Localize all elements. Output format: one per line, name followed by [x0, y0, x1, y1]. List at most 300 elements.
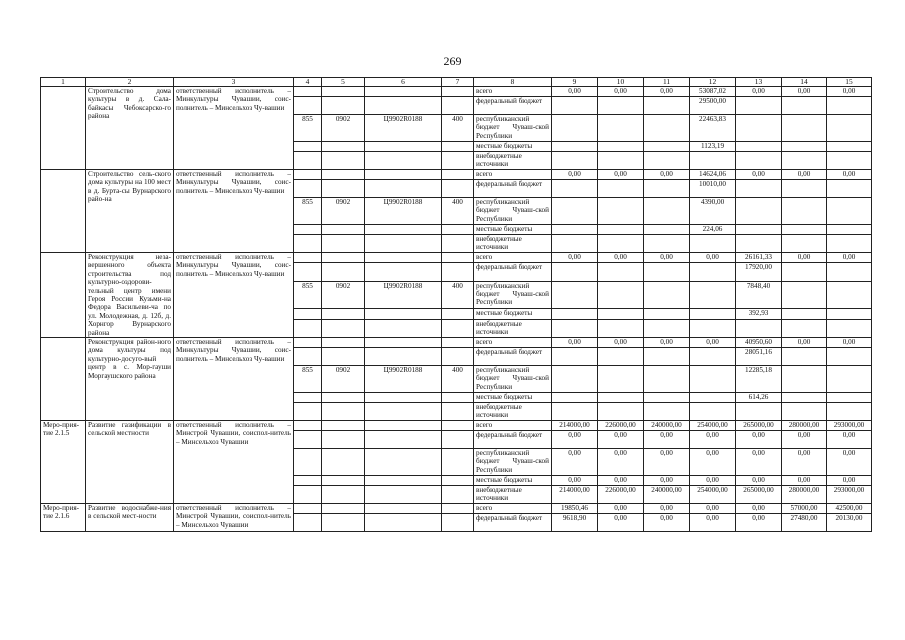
column-header: 10	[598, 78, 644, 87]
amount-cell: 17920,00	[736, 263, 782, 281]
code-rz-cell	[322, 348, 365, 366]
amount-cell	[598, 403, 644, 421]
amount-cell: 42500,00	[827, 504, 872, 514]
amount-cell: 0,00	[552, 87, 598, 97]
code-vr-cell	[442, 152, 474, 170]
amount-cell: 214000,00	[552, 486, 598, 504]
amount-cell	[644, 281, 690, 309]
code-rz-cell	[322, 403, 365, 421]
code-vr-cell	[442, 87, 474, 97]
amount-cell: 265000,00	[736, 486, 782, 504]
amount-cell: 0,00	[598, 504, 644, 514]
amount-cell	[782, 263, 827, 281]
amount-cell: 214000,00	[552, 421, 598, 431]
amount-cell	[552, 97, 598, 115]
amount-cell	[690, 281, 736, 309]
code-grbs-cell	[294, 514, 322, 532]
amount-cell	[782, 319, 827, 338]
code-csr-cell	[365, 319, 442, 338]
code-csr-cell	[365, 97, 442, 115]
code-vr-cell	[442, 476, 474, 486]
amount-cell: 280000,00	[782, 486, 827, 504]
code-grbs-cell	[294, 338, 322, 348]
amount-cell	[736, 97, 782, 115]
amount-cell: 240000,00	[644, 421, 690, 431]
amount-cell	[644, 393, 690, 403]
activity-name-cell: Развитие газификации в сельской местности	[86, 421, 174, 504]
column-header: 3	[174, 78, 294, 87]
column-header: 12	[690, 78, 736, 87]
code-rz-cell	[322, 449, 365, 476]
amount-cell: 280000,00	[782, 421, 827, 431]
code-vr-cell	[442, 504, 474, 514]
amount-cell	[827, 115, 872, 142]
code-grbs-cell	[294, 253, 322, 263]
executor-cell: ответственный исполнитель – Минкультуры Чувашии, соис-полнитель – Минсельхоз Чу-вашии	[174, 170, 294, 253]
amount-cell: 0,00	[690, 504, 736, 514]
amount-cell: 0,00	[782, 431, 827, 449]
amount-cell	[782, 348, 827, 366]
funding-source-cell: федеральный бюджет	[474, 348, 552, 366]
code-rz-cell	[322, 393, 365, 403]
code-vr-cell	[442, 263, 474, 281]
amount-cell	[827, 152, 872, 170]
amount-cell	[690, 309, 736, 319]
amount-cell	[736, 152, 782, 170]
code-vr-cell	[442, 449, 474, 476]
code-csr-cell	[365, 180, 442, 198]
amount-cell: 226000,00	[598, 486, 644, 504]
amount-cell	[827, 403, 872, 421]
amount-cell	[782, 309, 827, 319]
amount-cell: 0,00	[552, 170, 598, 180]
amount-cell	[552, 281, 598, 309]
amount-cell: 0,00	[644, 253, 690, 263]
amount-cell: 0,00	[690, 338, 736, 348]
code-vr-cell	[442, 486, 474, 504]
column-header: 4	[294, 78, 322, 87]
amount-cell	[827, 366, 872, 393]
code-rz-cell	[322, 421, 365, 431]
code-vr-cell	[442, 309, 474, 319]
header-row	[41, 78, 872, 87]
amount-cell: 0,00	[736, 514, 782, 532]
amount-cell: 0,00	[782, 476, 827, 486]
amount-cell: 0,00	[690, 449, 736, 476]
amount-cell	[782, 97, 827, 115]
code-csr-cell	[365, 338, 442, 348]
code-csr-cell	[365, 263, 442, 281]
activity-name-cell: Реконструкция неза-вершенного объекта строительства под культурно-оздорови-тельный центр имени Героя России Кузьми-на Федора Васильеви-ча по ул. Молодежная, д. 12б, д. Хорнгор Вурнарского района	[86, 253, 174, 338]
amount-cell: 0,00	[782, 170, 827, 180]
table-row	[41, 170, 872, 180]
amount-cell	[598, 393, 644, 403]
funding-source-cell: всего	[474, 504, 552, 514]
amount-cell	[644, 348, 690, 366]
amount-cell	[552, 235, 598, 253]
funding-source-cell: федеральный бюджет	[474, 97, 552, 115]
code-csr-cell	[365, 152, 442, 170]
funding-source-cell: внебюджетные источники	[474, 319, 552, 338]
code-csr-cell	[365, 309, 442, 319]
executor-cell: ответственный исполнитель – Минкультуры Чувашии, соис-полнитель – Минсельхоз Чу-вашии	[174, 87, 294, 170]
amount-cell: 0,00	[690, 476, 736, 486]
amount-cell	[690, 263, 736, 281]
amount-cell: 0,00	[644, 431, 690, 449]
code-vr-cell	[442, 338, 474, 348]
amount-cell	[598, 198, 644, 225]
amount-cell	[552, 225, 598, 235]
code-csr-cell: Ц9902R0188	[365, 366, 442, 393]
funding-source-cell: федеральный бюджет	[474, 431, 552, 449]
code-grbs-cell	[294, 319, 322, 338]
amount-cell: 0,00	[690, 431, 736, 449]
code-grbs-cell	[294, 476, 322, 486]
amount-cell: 40950,60	[736, 338, 782, 348]
funding-source-cell: внебюджетные источники	[474, 152, 552, 170]
executor-cell: ответственный исполнитель – Минстрой Чувашии, соиспол-нитель – Минсельхоз Чувашии	[174, 504, 294, 532]
amount-cell	[598, 97, 644, 115]
code-vr-cell	[442, 421, 474, 431]
code-grbs-cell	[294, 348, 322, 366]
amount-cell: 0,00	[827, 476, 872, 486]
amount-cell: 0,00	[782, 253, 827, 263]
funding-source-cell: местные бюджеты	[474, 142, 552, 152]
executor-cell: ответственный исполнитель – Минкультуры Чувашии, соис-полнитель – Минсельхоз Чу-вашии	[174, 338, 294, 421]
funding-source-cell: федеральный бюджет	[474, 263, 552, 281]
code-rz-cell	[322, 309, 365, 319]
amount-cell: 226000,00	[598, 421, 644, 431]
amount-cell: 0,00	[736, 87, 782, 97]
amount-cell: 0,00	[690, 514, 736, 532]
funding-source-cell: внебюджетные источники	[474, 403, 552, 421]
amount-cell	[552, 142, 598, 152]
code-rz-cell	[322, 97, 365, 115]
amount-cell: 0,00	[598, 338, 644, 348]
amount-cell	[736, 235, 782, 253]
amount-cell	[827, 225, 872, 235]
amount-cell	[827, 198, 872, 225]
amount-cell: 26161,33	[736, 253, 782, 263]
code-rz-cell	[322, 338, 365, 348]
amount-cell: 0,00	[827, 87, 872, 97]
table-body	[41, 87, 872, 532]
amount-cell	[644, 235, 690, 253]
amount-cell: 0,00	[598, 253, 644, 263]
code-rz-cell	[322, 514, 365, 532]
amount-cell	[644, 97, 690, 115]
amount-cell	[827, 393, 872, 403]
code-vr-cell	[442, 142, 474, 152]
amount-cell: 392,93	[736, 309, 782, 319]
amount-cell: 22463,83	[690, 115, 736, 142]
column-header: 15	[827, 78, 872, 87]
amount-cell: 12285,18	[736, 366, 782, 393]
amount-cell	[644, 403, 690, 421]
column-header: 1	[41, 78, 86, 87]
code-rz-cell	[322, 504, 365, 514]
column-header: 11	[644, 78, 690, 87]
amount-cell: 265000,00	[736, 421, 782, 431]
code-rz-cell	[322, 319, 365, 338]
amount-cell: 0,00	[644, 476, 690, 486]
amount-cell: 0,00	[736, 449, 782, 476]
code-rz-cell: 0902	[322, 281, 365, 309]
amount-cell	[552, 263, 598, 281]
code-csr-cell	[365, 514, 442, 532]
code-rz-cell	[322, 253, 365, 263]
code-grbs-cell	[294, 393, 322, 403]
funding-source-cell: местные бюджеты	[474, 309, 552, 319]
amount-cell	[644, 142, 690, 152]
code-csr-cell	[365, 225, 442, 235]
amount-cell	[690, 235, 736, 253]
amount-cell	[552, 393, 598, 403]
amount-cell	[552, 366, 598, 393]
code-csr-cell	[365, 170, 442, 180]
amount-cell	[552, 152, 598, 170]
amount-cell	[598, 281, 644, 309]
table-row	[41, 87, 872, 97]
column-header: 9	[552, 78, 598, 87]
code-csr-cell	[365, 403, 442, 421]
amount-cell: 0,00	[827, 431, 872, 449]
amount-cell	[782, 152, 827, 170]
amount-cell	[598, 225, 644, 235]
code-vr-cell	[442, 253, 474, 263]
code-grbs-cell	[294, 170, 322, 180]
funding-source-cell: республиканский бюджет Чуваш-ской Республики	[474, 366, 552, 393]
amount-cell: 0,00	[827, 449, 872, 476]
amount-cell: 240000,00	[644, 486, 690, 504]
amount-cell	[690, 348, 736, 366]
code-vr-cell	[442, 319, 474, 338]
amount-cell	[827, 281, 872, 309]
code-grbs-cell	[294, 225, 322, 235]
amount-cell	[827, 97, 872, 115]
activity-name-cell: Строительство дома культуры в д. Сала-байкасы Чебоксарско-го района	[86, 87, 174, 170]
amount-cell: 0,00	[598, 87, 644, 97]
code-vr-cell	[442, 431, 474, 449]
code-grbs-cell: 855	[294, 115, 322, 142]
code-csr-cell	[365, 253, 442, 263]
column-header: 2	[86, 78, 174, 87]
amount-cell	[827, 309, 872, 319]
amount-cell	[690, 152, 736, 170]
code-csr-cell	[365, 486, 442, 504]
table-row	[41, 504, 872, 514]
activity-id-cell	[41, 338, 86, 421]
funding-source-cell: всего	[474, 87, 552, 97]
amount-cell: 293000,00	[827, 486, 872, 504]
code-csr-cell	[365, 476, 442, 486]
funding-source-cell: всего	[474, 253, 552, 263]
amount-cell	[782, 393, 827, 403]
code-vr-cell	[442, 225, 474, 235]
code-grbs-cell: 855	[294, 366, 322, 393]
code-rz-cell	[322, 476, 365, 486]
column-header: 7	[442, 78, 474, 87]
code-rz-cell	[322, 225, 365, 235]
funding-source-cell: всего	[474, 338, 552, 348]
amount-cell	[644, 309, 690, 319]
amount-cell: 7848,40	[736, 281, 782, 309]
funding-source-cell: всего	[474, 421, 552, 431]
code-grbs-cell	[294, 87, 322, 97]
code-rz-cell	[322, 87, 365, 97]
amount-cell: 0,00	[782, 338, 827, 348]
amount-cell	[782, 115, 827, 142]
code-grbs-cell	[294, 486, 322, 504]
amount-cell	[644, 263, 690, 281]
funding-source-cell: местные бюджеты	[474, 476, 552, 486]
amount-cell: 614,26	[736, 393, 782, 403]
amount-cell	[827, 180, 872, 198]
amount-cell	[782, 403, 827, 421]
executor-cell: ответственный исполнитель – Минстрой Чувашии, соиспол-нитель – Минсельхоз Чувашии	[174, 421, 294, 504]
amount-cell	[782, 225, 827, 235]
amount-cell	[644, 198, 690, 225]
code-grbs-cell	[294, 152, 322, 170]
amount-cell	[782, 235, 827, 253]
column-header: 6	[365, 78, 442, 87]
code-csr-cell	[365, 393, 442, 403]
amount-cell: 0,00	[827, 338, 872, 348]
code-csr-cell	[365, 449, 442, 476]
code-rz-cell: 0902	[322, 198, 365, 225]
amount-cell	[782, 180, 827, 198]
amount-cell	[644, 115, 690, 142]
code-csr-cell: Ц9902R0188	[365, 115, 442, 142]
table-row	[41, 338, 872, 348]
code-rz-cell	[322, 152, 365, 170]
amount-cell: 0,00	[736, 431, 782, 449]
amount-cell: 254000,00	[690, 486, 736, 504]
amount-cell	[690, 366, 736, 393]
amount-cell: 293000,00	[827, 421, 872, 431]
amount-cell: 0,00	[827, 170, 872, 180]
code-vr-cell	[442, 235, 474, 253]
amount-cell	[598, 366, 644, 393]
code-vr-cell: 400	[442, 281, 474, 309]
code-rz-cell	[322, 142, 365, 152]
code-vr-cell	[442, 348, 474, 366]
table-row	[41, 421, 872, 431]
amount-cell: 0,00	[827, 253, 872, 263]
amount-cell: 0,00	[782, 87, 827, 97]
page-number: 269	[443, 54, 462, 68]
code-vr-cell	[442, 170, 474, 180]
amount-cell	[736, 403, 782, 421]
activity-name-cell: Развитие водоснабже-ния в сельской мест-ности	[86, 504, 174, 532]
amount-cell: 27480,00	[782, 514, 827, 532]
amount-cell	[736, 225, 782, 235]
activity-id-cell	[41, 87, 86, 170]
amount-cell: 224,06	[690, 225, 736, 235]
amount-cell	[598, 180, 644, 198]
code-grbs-cell	[294, 180, 322, 198]
amount-cell	[782, 281, 827, 309]
code-csr-cell	[365, 87, 442, 97]
code-grbs-cell	[294, 263, 322, 281]
amount-cell: 4390,00	[690, 198, 736, 225]
code-vr-cell	[442, 514, 474, 532]
amount-cell	[552, 319, 598, 338]
code-csr-cell	[365, 431, 442, 449]
amount-cell: 0,00	[598, 449, 644, 476]
code-vr-cell	[442, 180, 474, 198]
amount-cell	[644, 366, 690, 393]
funding-source-cell: республиканский бюджет Чуваш-ской Республики	[474, 449, 552, 476]
code-vr-cell: 400	[442, 366, 474, 393]
amount-cell: 0,00	[644, 514, 690, 532]
code-vr-cell: 400	[442, 115, 474, 142]
amount-cell	[736, 198, 782, 225]
amount-cell	[552, 348, 598, 366]
code-grbs-cell	[294, 431, 322, 449]
amount-cell: 1123,19	[690, 142, 736, 152]
column-header: 8	[474, 78, 552, 87]
code-rz-cell	[322, 486, 365, 504]
amount-cell: 0,00	[736, 504, 782, 514]
funding-source-cell: республиканский бюджет Чуваш-ской Республики	[474, 115, 552, 142]
amount-cell: 0,00	[598, 170, 644, 180]
activity-name-cell: Реконструкция район-ного дома культуры под культурно-досуго-вый центр в с. Мор-гауши Моргаушского района	[86, 338, 174, 421]
amount-cell	[690, 393, 736, 403]
amount-cell	[552, 198, 598, 225]
amount-cell	[690, 403, 736, 421]
funding-source-cell: местные бюджеты	[474, 225, 552, 235]
amount-cell: 0,00	[644, 449, 690, 476]
amount-cell	[827, 319, 872, 338]
code-rz-cell: 0902	[322, 366, 365, 393]
code-csr-cell	[365, 504, 442, 514]
code-csr-cell	[365, 235, 442, 253]
amount-cell: 29500,00	[690, 97, 736, 115]
amount-cell	[598, 263, 644, 281]
amount-cell: 0,00	[598, 431, 644, 449]
code-grbs-cell	[294, 235, 322, 253]
amount-cell: 10010,00	[690, 180, 736, 198]
amount-cell	[782, 198, 827, 225]
code-rz-cell	[322, 235, 365, 253]
activity-id-cell: Меро-прия-тие 2.1.6	[41, 504, 86, 532]
funding-source-cell: республиканский бюджет Чуваш-ской Республики	[474, 281, 552, 309]
code-rz-cell	[322, 263, 365, 281]
amount-cell: 0,00	[736, 476, 782, 486]
code-grbs-cell	[294, 403, 322, 421]
amount-cell	[552, 115, 598, 142]
amount-cell	[598, 142, 644, 152]
program-funding-table	[40, 77, 872, 532]
amount-cell	[598, 152, 644, 170]
amount-cell	[827, 235, 872, 253]
code-rz-cell	[322, 170, 365, 180]
amount-cell	[736, 319, 782, 338]
code-vr-cell	[442, 393, 474, 403]
amount-cell	[736, 142, 782, 152]
funding-source-cell: федеральный бюджет	[474, 180, 552, 198]
amount-cell	[690, 319, 736, 338]
code-rz-cell	[322, 431, 365, 449]
amount-cell	[598, 348, 644, 366]
amount-cell	[552, 180, 598, 198]
funding-source-cell: всего	[474, 170, 552, 180]
executor-cell: ответственный исполнитель – Минкультуры Чувашии, соис-полнитель – Минсельхоз Чу-вашии	[174, 253, 294, 338]
amount-cell	[736, 115, 782, 142]
amount-cell	[827, 263, 872, 281]
activity-name-cell: Строительство сель-ского дома культуры на 100 мест в д. Бурта-сы Вурнарского райо-на	[86, 170, 174, 253]
